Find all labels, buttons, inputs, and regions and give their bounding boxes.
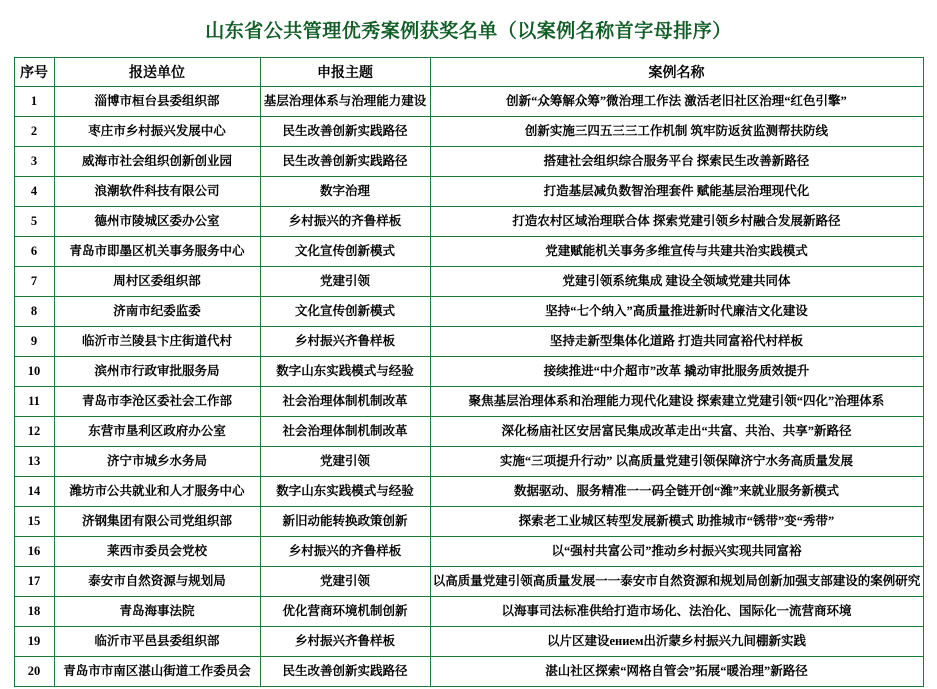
cell-unit: 青岛市李沧区委社会工作部 xyxy=(54,387,260,417)
table-row xyxy=(14,177,923,207)
cell-case: 打造农村区域治理联合体 探索党建引领乡村融合发展新路径 xyxy=(430,207,923,237)
cell-theme: 社会治理体制机制改革 xyxy=(260,387,430,417)
cell-unit: 威海市社会组织创新创业园 xyxy=(54,147,260,177)
table-row xyxy=(14,417,923,447)
cell-theme: 乡村振兴齐鲁样板 xyxy=(260,327,430,357)
cell-no: 5 xyxy=(14,207,54,237)
cell-no: 12 xyxy=(14,417,54,447)
cell-no: 11 xyxy=(14,387,54,417)
cell-no: 14 xyxy=(14,477,54,507)
cell-theme: 党建引领 xyxy=(260,567,430,597)
cell-case: 坚持走新型集体化道路 打造共同富裕代村样板 xyxy=(430,327,923,357)
cell-theme: 民生改善创新实践路径 xyxy=(260,657,430,687)
cell-no: 16 xyxy=(14,537,54,567)
cell-case: 数据驱动、服务精准一一码全链开创“潍”来就业服务新模式 xyxy=(430,477,923,507)
cell-case: 以“强村共富公司”推动乡村振兴实现共同富裕 xyxy=(430,537,923,567)
cell-no: 7 xyxy=(14,267,54,297)
cell-unit: 莱西市委员会党校 xyxy=(54,537,260,567)
cell-no: 18 xyxy=(14,597,54,627)
cell-unit: 济南市纪委监委 xyxy=(54,297,260,327)
table-row xyxy=(14,507,923,537)
table-row xyxy=(14,627,923,657)
cell-unit: 济宁市城乡水务局 xyxy=(54,447,260,477)
table-row xyxy=(14,387,923,417)
table-row xyxy=(14,207,923,237)
cell-case: 打造基层减负数智治理套件 赋能基层治理现代化 xyxy=(430,177,923,207)
table-row xyxy=(14,147,923,177)
cell-case: 聚焦基层治理体系和治理能力现代化建设 探索建立党建引领“四化”治理体系 xyxy=(430,387,923,417)
table-body xyxy=(14,87,923,687)
cell-theme: 乡村振兴的齐鲁样板 xyxy=(260,537,430,567)
column-header-theme: 申报主题 xyxy=(260,58,430,87)
cell-theme: 民生改善创新实践路径 xyxy=(260,147,430,177)
cell-theme: 党建引领 xyxy=(260,447,430,477)
award-list-table xyxy=(14,57,924,687)
table-row xyxy=(14,537,923,567)
cell-unit: 青岛市市南区湛山街道工作委员会 xyxy=(54,657,260,687)
table-header xyxy=(14,58,923,87)
cell-case: 坚持“七个纳入”高质量推进新时代廉洁文化建设 xyxy=(430,297,923,327)
cell-no: 13 xyxy=(14,447,54,477)
cell-unit: 临沂市兰陵县卞庄街道代村 xyxy=(54,327,260,357)
table-row xyxy=(14,657,923,687)
cell-case: 以片区建设ением出沂蒙乡村振兴九间棚新实践 xyxy=(430,627,923,657)
column-header-case: 案例名称 xyxy=(430,58,923,87)
table-row xyxy=(14,477,923,507)
cell-theme: 基层治理体系与治理能力建设 xyxy=(260,87,430,117)
cell-theme: 优化营商环境机制创新 xyxy=(260,597,430,627)
cell-case: 探索老工业城区转型发展新模式 助推城市“锈带”变“秀带” xyxy=(430,507,923,537)
cell-theme: 文化宣传创新模式 xyxy=(260,297,430,327)
cell-unit: 潍坊市公共就业和人才服务中心 xyxy=(54,477,260,507)
cell-theme: 党建引领 xyxy=(260,267,430,297)
cell-theme: 数字山东实践模式与经验 xyxy=(260,357,430,387)
cell-unit: 青岛海事法院 xyxy=(54,597,260,627)
cell-case: 以海事司法标准供给打造市场化、法治化、国际化一流营商环境 xyxy=(430,597,923,627)
cell-no: 15 xyxy=(14,507,54,537)
cell-case: 湛山社区探索“网格自管会”拓展“暖治理”新路径 xyxy=(430,657,923,687)
table-row xyxy=(14,267,923,297)
cell-theme: 民生改善创新实践路径 xyxy=(260,117,430,147)
cell-case: 实施“三项提升行动” 以高质量党建引领保障济宁水务高质量发展 xyxy=(430,447,923,477)
table-row xyxy=(14,567,923,597)
cell-theme: 数字山东实践模式与经验 xyxy=(260,477,430,507)
cell-no: 17 xyxy=(14,567,54,597)
table-row xyxy=(14,597,923,627)
table-row xyxy=(14,117,923,147)
cell-case: 深化杨庙社区安居富民集成改革走出“共富、共治、共享”新路径 xyxy=(430,417,923,447)
table-row xyxy=(14,447,923,477)
table-row xyxy=(14,237,923,267)
cell-no: 20 xyxy=(14,657,54,687)
cell-unit: 东营市垦利区政府办公室 xyxy=(54,417,260,447)
page-title: 山东省公共管理优秀案例获奖名单（以案例名称首字母排序） xyxy=(205,21,732,42)
cell-unit: 青岛市即墨区机关事务服务中心 xyxy=(54,237,260,267)
cell-unit: 淄博市桓台县委组织部 xyxy=(54,87,260,117)
cell-no: 9 xyxy=(14,327,54,357)
cell-theme: 新旧动能转换政策创新 xyxy=(260,507,430,537)
cell-unit: 滨州市行政审批服务局 xyxy=(54,357,260,387)
cell-no: 2 xyxy=(14,117,54,147)
cell-unit: 枣庄市乡村振兴发展中心 xyxy=(54,117,260,147)
cell-unit: 泰安市自然资源与规划局 xyxy=(54,567,260,597)
table-row xyxy=(14,357,923,387)
cell-no: 19 xyxy=(14,627,54,657)
table-row xyxy=(14,327,923,357)
cell-unit: 临沂市平邑县委组织部 xyxy=(54,627,260,657)
cell-theme: 数字治理 xyxy=(260,177,430,207)
column-header-unit: 报送单位 xyxy=(54,58,260,87)
cell-unit: 周村区委组织部 xyxy=(54,267,260,297)
cell-theme: 社会治理体制机制改革 xyxy=(260,417,430,447)
cell-case: 以高质量党建引领高质量发展一一泰安市自然资源和规划局创新加强支部建设的案例研究 xyxy=(430,567,923,597)
cell-no: 3 xyxy=(14,147,54,177)
cell-unit: 济钢集团有限公司党组织部 xyxy=(54,507,260,537)
cell-theme: 文化宣传创新模式 xyxy=(260,237,430,267)
table-header-row xyxy=(14,58,923,87)
column-header-no: 序号 xyxy=(14,58,54,87)
cell-case: 党建赋能机关事务多维宣传与共建共治实践模式 xyxy=(430,237,923,267)
cell-no: 6 xyxy=(14,237,54,267)
table-row xyxy=(14,297,923,327)
cell-no: 8 xyxy=(14,297,54,327)
table-row xyxy=(14,87,923,117)
cell-theme: 乡村振兴的齐鲁样板 xyxy=(260,207,430,237)
cell-no: 4 xyxy=(14,177,54,207)
cell-unit: 浪潮软件科技有限公司 xyxy=(54,177,260,207)
cell-case: 搭建社会组织综合服务平台 探索民生改善新路径 xyxy=(430,147,923,177)
cell-unit: 德州市陵城区委办公室 xyxy=(54,207,260,237)
cell-case: 创新“众筹解众筹”微治理工作法 激活老旧社区治理“红色引擎” xyxy=(430,87,923,117)
cell-case: 党建引领系统集成 建设全领域党建共同体 xyxy=(430,267,923,297)
cell-case: 接续推进“中介超市”改革 撬动审批服务质效提升 xyxy=(430,357,923,387)
cell-no: 1 xyxy=(14,87,54,117)
cell-case: 创新实施三四五三三工作机制 筑牢防返贫监测帮扶防线 xyxy=(430,117,923,147)
cell-no: 10 xyxy=(14,357,54,387)
cell-theme: 乡村振兴齐鲁样板 xyxy=(260,627,430,657)
